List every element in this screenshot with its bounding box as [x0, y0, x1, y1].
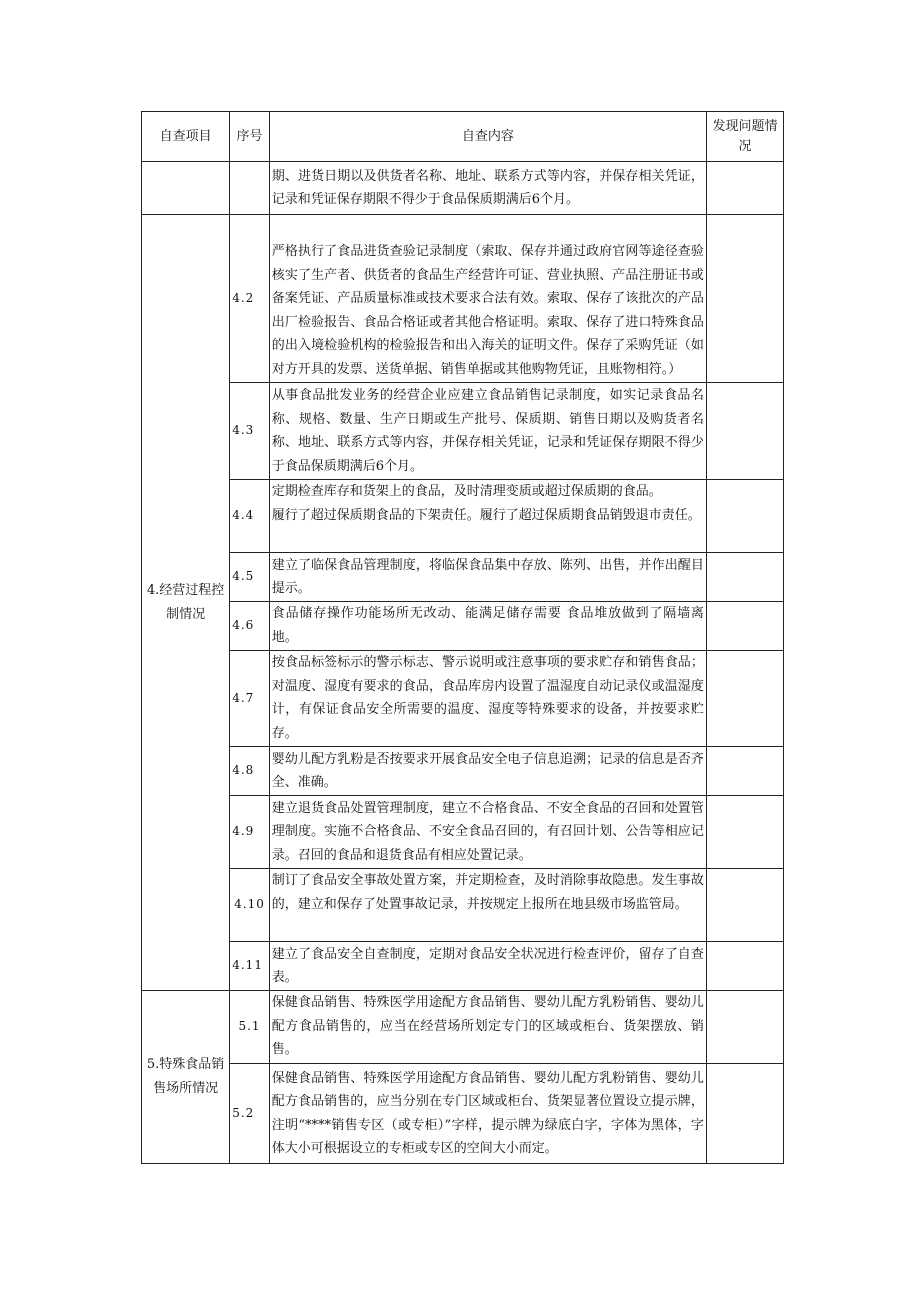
table-row [142, 651, 784, 747]
item-content: 按食品标签标示的警示标志、警示说明或注意事项的要求贮存和销售食品；对温度、湿度有要求的食品，食品库房内设置了温湿度自动记录仪或温湿度计，有保证食品安全所需要的温度、湿度等特殊要求的设备，并按要求贮存。 [269, 651, 706, 747]
table-row [142, 602, 784, 651]
findings-cell[interactable] [706, 383, 783, 480]
item-content: 定期检查库存和货架上的食品，及时清理变质或超过保质期的食品。 履行了超过保质期食品的下架责任。履行了超过保质期食品销毁退市责任。 [269, 480, 706, 553]
item-number: 4.3 [230, 383, 270, 480]
table-row [142, 942, 784, 991]
table-row [142, 796, 784, 869]
item-number: 4.8 [230, 747, 270, 796]
item-content: 制订了食品安全事故处置方案，并定期检查，及时消除事故隐患。发生事故的，建立和保存了处置事故记录，并按规定上报所在地县级市场监管局。 [269, 869, 706, 942]
table-row [142, 869, 784, 942]
table-row [142, 480, 784, 553]
item-number: 4.10 [230, 869, 270, 942]
category-cell [142, 162, 230, 215]
item-number: 4.6 [230, 602, 270, 651]
header-content: 自查内容 [269, 112, 706, 162]
item-content: 建立退货食品处置管理制度，建立不合格食品、不安全食品的召回和处置管理制度。实施不合格食品、不安全食品召回的，有召回计划、公告等相应记录。召回的食品和退货食品有相应处置记录。 [269, 796, 706, 869]
item-content: 食品储存操作功能场所无改动、能满足储存需要 食品堆放做到了隔墙离地。 [269, 602, 706, 651]
item-content: 建立了食品安全自查制度，定期对食品安全状况进行检查评价，留存了自查表。 [269, 942, 706, 991]
findings-cell[interactable] [706, 602, 783, 651]
item-number: 5.1 [230, 991, 270, 1064]
findings-cell[interactable] [706, 942, 783, 991]
item-number: 4.2 [230, 215, 270, 383]
item-content: 保健食品销售、特殊医学用途配方食品销售、婴幼儿配方乳粉销售、婴幼儿配方食品销售的，应当在经营场所划定专门的区域或柜台、货架摆放、销售。 [269, 991, 706, 1064]
item-content: 婴幼儿配方乳粉是否按要求开展食品安全电子信息追溯；记录的信息是否齐全、准确。 [269, 747, 706, 796]
findings-cell[interactable] [706, 991, 783, 1064]
item-content: 严格执行了食品进货查验记录制度（索取、保存并通过政府官网等途径查验核实了生产者、供货者的食品生产经营许可证、营业执照、产品注册证书或备案凭证、产品质量标准或技术要求合法有效。索取、保存了该批次的产品出厂检验报告、食品合格证或者其他合格证明。索取、保存了进口特殊食品的出入境检验机构的检验报告和出入海关的证明文件。保存了采购凭证（如对方开具的发票、送货单据、销售单据或其他购物凭证，且账物相符。） [269, 215, 706, 383]
header-number: 序号 [230, 112, 270, 162]
item-number: 4.5 [230, 553, 270, 602]
findings-cell[interactable] [706, 796, 783, 869]
table-row [142, 383, 784, 480]
findings-cell[interactable] [706, 651, 783, 747]
table-row [142, 991, 784, 1064]
item-number: 4.9 [230, 796, 270, 869]
findings-cell[interactable] [706, 747, 783, 796]
item-number: 4.4 [230, 480, 270, 553]
section-4-title: 4.经营过程控制情况 [142, 215, 230, 991]
table-row [142, 215, 784, 383]
findings-cell[interactable] [706, 480, 783, 553]
header-item: 自查项目 [142, 112, 230, 162]
item-number: 4.11 [230, 942, 270, 991]
item-content: 建立了临保食品管理制度，将临保食品集中存放、陈列、出售，并作出醒目提示。 [269, 553, 706, 602]
table-row [142, 162, 784, 215]
content-cell: 期、进货日期以及供货者名称、地址、联系方式等内容，并保存相关凭证，记录和凭证保存期限不得少于食品保质期满后6个月。 [269, 162, 706, 215]
findings-cell[interactable] [706, 215, 783, 383]
findings-cell[interactable] [706, 162, 783, 215]
header-row [142, 112, 784, 162]
item-number: 4.7 [230, 651, 270, 747]
item-content: 从事食品批发业务的经营企业应建立食品销售记录制度，如实记录食品名称、规格、数量、生产日期或生产批号、保质期、销售日期以及购货者名称、地址、联系方式等内容，并保存相关凭证，记录和凭证保存期限不得少于食品保质期满后6个月。 [269, 383, 706, 480]
item-number: 5.2 [230, 1064, 270, 1164]
findings-cell[interactable] [706, 1064, 783, 1164]
findings-cell[interactable] [706, 553, 783, 602]
item-content: 保健食品销售、特殊医学用途配方食品销售、婴幼儿配方乳粉销售、婴幼儿配方食品销售的，应当分别在专门区域或柜台、货架显著位置设立提示牌，注明“****销售专区（或专柜）”字样，提示牌为绿底白字，字体为黑体，字体大小可根据设立的专柜或专区的空间大小而定。 [269, 1064, 706, 1164]
findings-cell[interactable] [706, 869, 783, 942]
table-row [142, 1064, 784, 1164]
table-row [142, 553, 784, 602]
table-row [142, 747, 784, 796]
header-findings: 发现问题情况 [706, 112, 783, 162]
section-5-title: 5.特殊食品销售场所情况 [142, 991, 230, 1164]
number-cell [230, 162, 270, 215]
self-check-table [141, 111, 784, 1164]
